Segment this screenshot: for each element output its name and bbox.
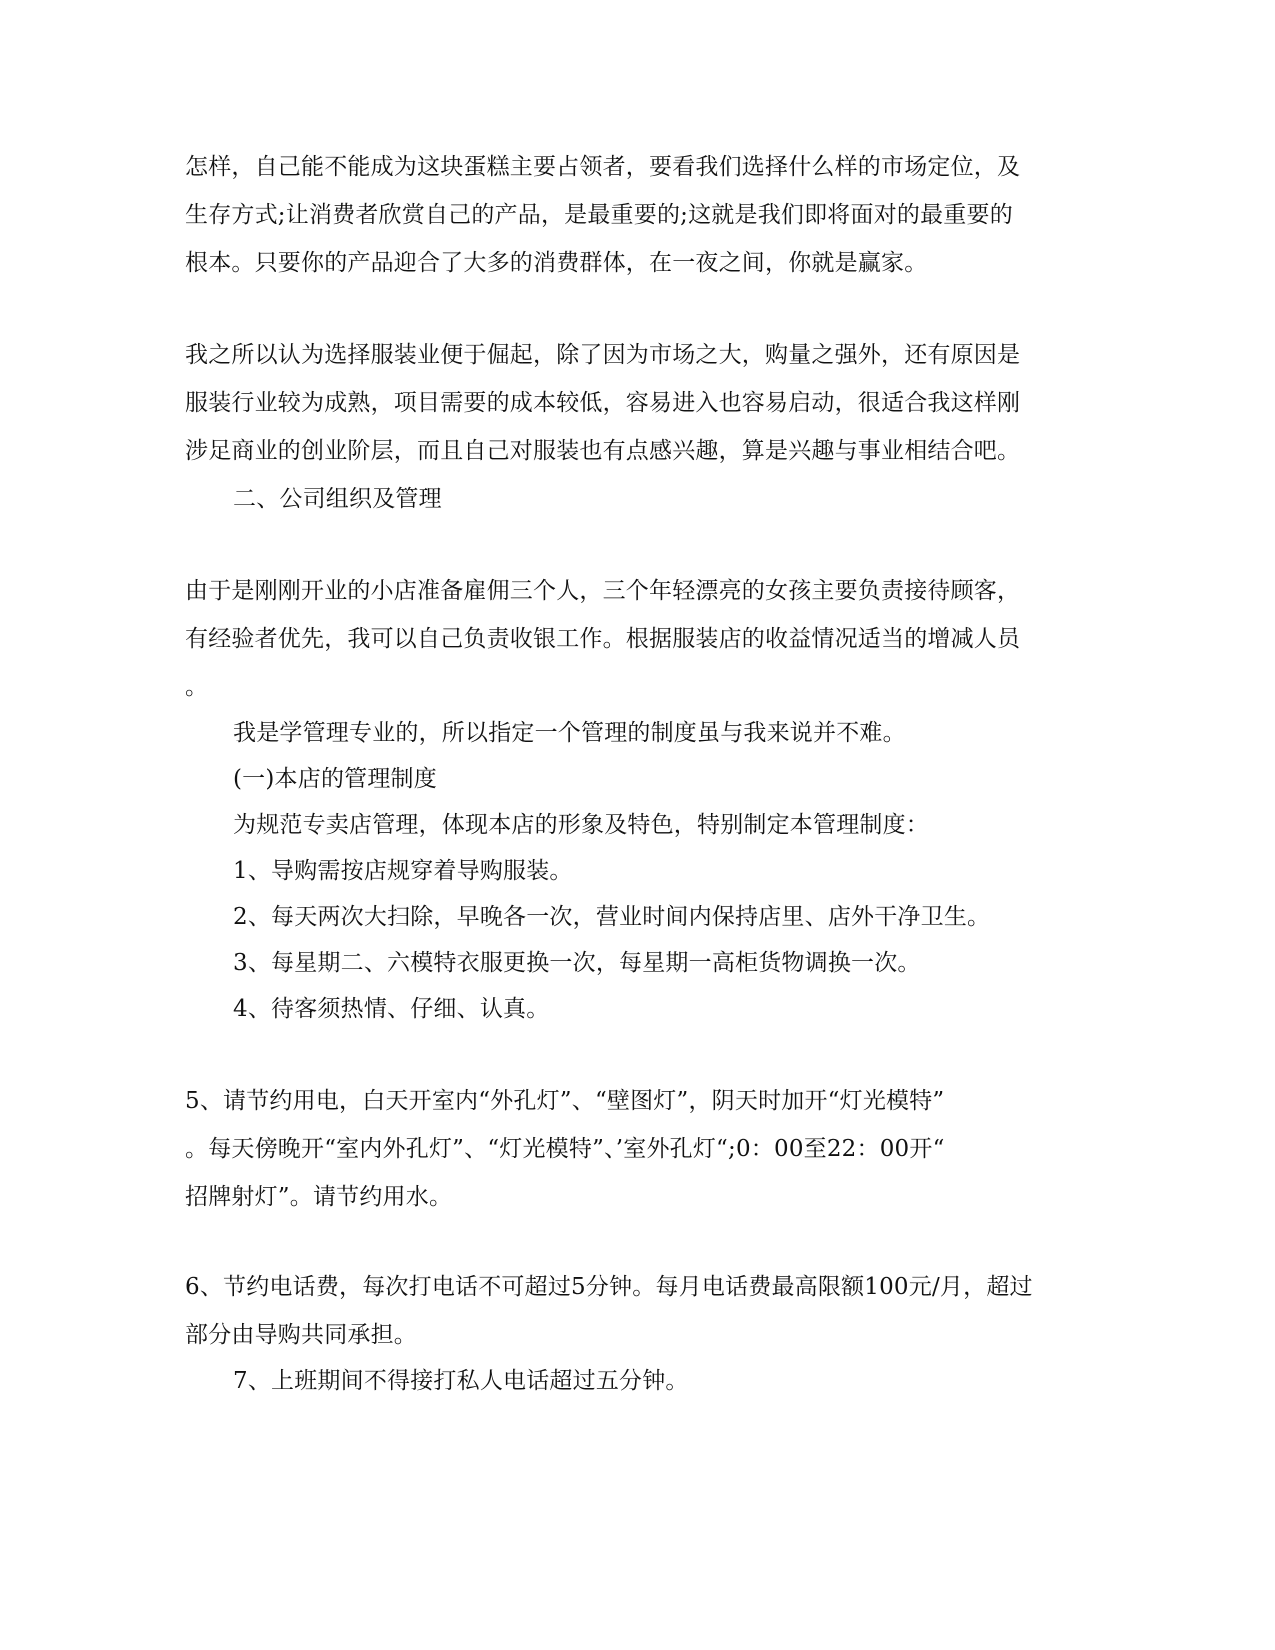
rule-item: 4、待客须热情、仔细、认真。 xyxy=(233,996,550,1022)
paragraph-line: 生存方式;让消费者欣赏自己的产品，是最重要的;这就是我们即将面对的最重要的 xyxy=(185,202,1013,228)
paragraph-line: 由于是刚刚开业的小店准备雇佣三个人，三个年轻漂亮的女孩主要负责接待顾客， xyxy=(185,578,1021,604)
rule-item-line: 6、节约电话费，每次打电话不可超过5分钟。每月电话费最高限额100元/月，超过 xyxy=(185,1274,1033,1300)
rule-item-line: 。每天傍晚开“室内外孔灯”、“灯光模特”、’室外孔灯“;0：00至22：00开“ xyxy=(185,1136,945,1162)
paragraph-line: 。 xyxy=(185,674,209,700)
paragraph-line: 我是学管理专业的，所以指定一个管理的制度虽与我来说并不难。 xyxy=(233,720,906,746)
paragraph-line: 服装行业较为成熟，项目需要的成本较低，容易进入也容易启动，很适合我这样刚 xyxy=(185,390,1021,416)
rule-item: 2、每天两次大扫除，早晚各一次，营业时间内保持店里、店外干净卫生。 xyxy=(233,904,991,930)
paragraph-line: 我之所以认为选择服装业便于倔起，除了因为市场之大，购量之强外，还有原因是 xyxy=(185,342,1021,368)
paragraph-line: 有经验者优先，我可以自己负责收银工作。根据服装店的收益情况适当的增减人员 xyxy=(185,626,1021,652)
paragraph-line: 根本。只要你的产品迎合了大多的消费群体，在一夜之间，你就是赢家。 xyxy=(185,250,928,276)
rule-item-line: 部分由导购共同承担。 xyxy=(185,1322,417,1348)
rule-item-line: 招牌射灯”。请节约用水。 xyxy=(185,1184,453,1210)
section-heading: 二、公司组织及管理 xyxy=(233,486,442,512)
rule-item-line: 5、请节约用电，白天开室内“外孔灯”、“壁图灯”，阴天时加开“灯光模特” xyxy=(185,1088,945,1114)
rule-item: 1、导购需按店规穿着导购服装。 xyxy=(233,858,573,884)
paragraph-line: 怎样，自己能不能成为这块蛋糕主要占领者，要看我们选择什么样的市场定位，及 xyxy=(185,154,1021,180)
rule-item: 7、上班期间不得接打私人电话超过五分钟。 xyxy=(233,1368,689,1394)
paragraph-line: 为规范专卖店管理，体现本店的形象及特色，特别制定本管理制度： xyxy=(233,812,929,838)
paragraph-line: 涉足商业的创业阶层，而且自己对服装也有点感兴趣，算是兴趣与事业相结合吧。 xyxy=(185,438,1021,464)
subsection-heading: (一)本店的管理制度 xyxy=(233,766,437,792)
rule-item: 3、每星期二、六模特衣服更换一次，每星期一高柜货物调换一次。 xyxy=(233,950,921,976)
